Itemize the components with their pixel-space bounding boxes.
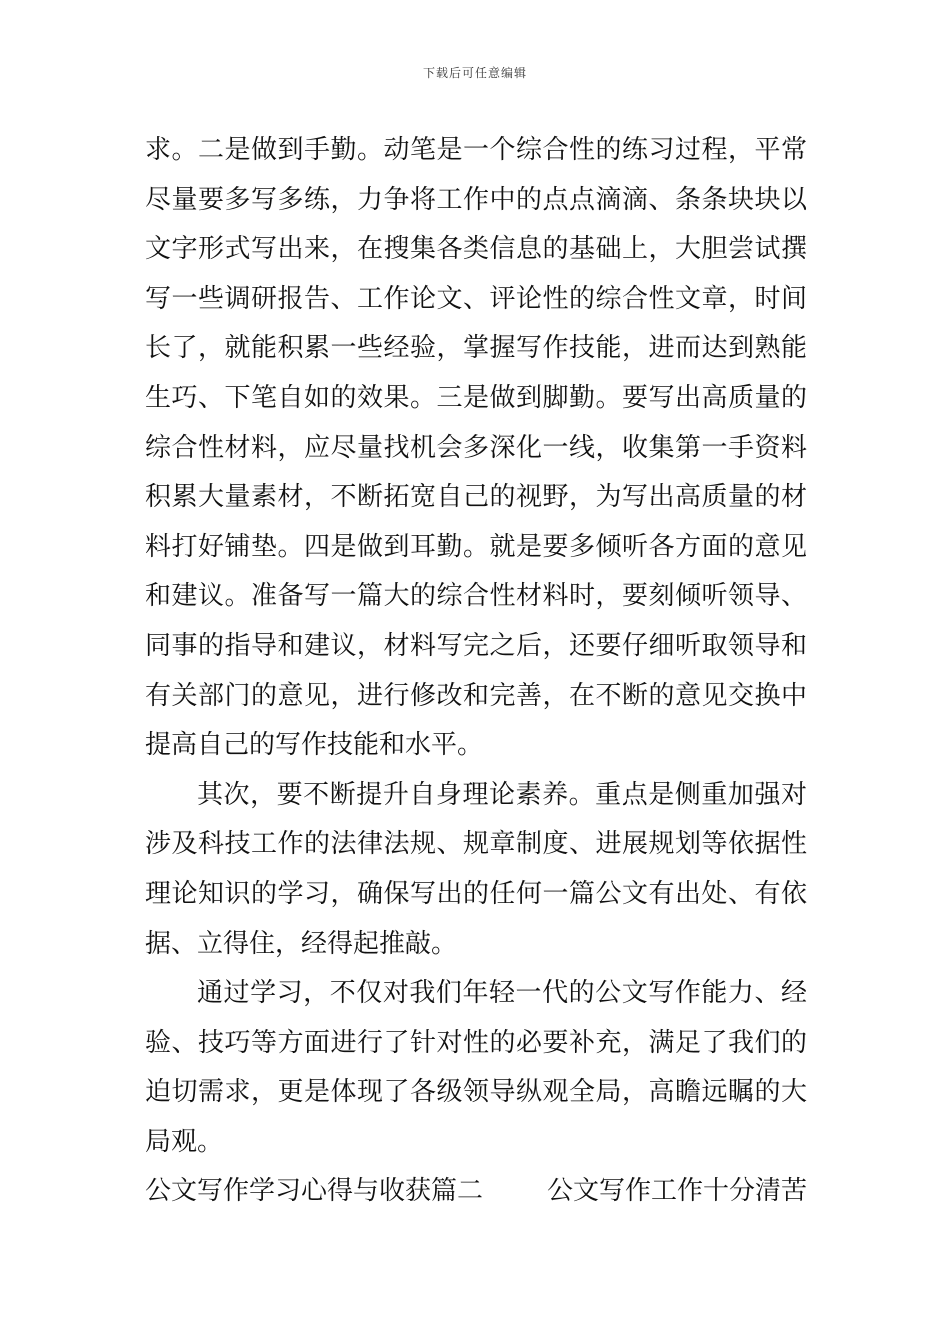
- section-continuation-text: 公文写作工作十分清苦: [546, 1176, 807, 1207]
- text-line: 提高自己的写作技能和水平。: [145, 730, 484, 761]
- text-line: 其次，要不断提升自身理论素养。重点是侧重加强对: [197, 779, 807, 810]
- paragraph: [145, 771, 807, 969]
- section-heading-line: [145, 1167, 807, 1217]
- text-line: 局观。: [145, 1126, 224, 1157]
- text-line: 验、技巧等方面进行了针对性的必要补充，满足了我们的: [145, 1027, 807, 1058]
- text-line: 理论知识的学习，确保写出的任何一篇公文有出处、有依: [145, 878, 807, 909]
- document-body: [145, 126, 807, 1217]
- text-line: 写一些调研报告、工作论文、评论性的综合性文章，时间: [145, 283, 807, 314]
- text-line: 和建议。准备写一篇大的综合性材料时，要刻倾听领导、: [145, 581, 807, 612]
- text-line: 有关部门的意见，进行修改和完善，在不断的意见交换中: [145, 680, 807, 711]
- text-line: 料打好铺垫。四是做到耳勤。就是要多倾听各方面的意见: [145, 531, 807, 562]
- text-line: 积累大量素材，不断拓宽自己的视野，为写出高质量的材: [145, 482, 807, 513]
- text-line: 文字形式写出来，在搜集各类信息的基础上，大胆尝试撰: [145, 234, 807, 265]
- text-line: 生巧、下笔自如的效果。三是做到脚勤。要写出高质量的: [145, 382, 807, 413]
- text-line: 尽量要多写多练，力争将工作中的点点滴滴、条条块块以: [145, 184, 807, 215]
- text-line: 长了，就能积累一些经验，掌握写作技能，进而达到熟能: [145, 333, 807, 364]
- text-line: 迫切需求，更是体现了各级领导纵观全局，高瞻远瞩的大: [145, 1077, 807, 1108]
- text-line: 通过学习，不仅对我们年轻一代的公文写作能力、经: [197, 978, 807, 1009]
- paragraph: [145, 126, 807, 771]
- text-line: 同事的指导和建议，材料写完之后，还要仔细听取领导和: [145, 630, 807, 661]
- text-line: 涉及科技工作的法律法规、规章制度、进展规划等依据性: [145, 829, 807, 860]
- paragraph: [145, 969, 807, 1167]
- text-line: 综合性材料，应尽量找机会多深化一线，收集第一手资料: [145, 432, 807, 463]
- section-title: 公文写作学习心得与收获篇二: [145, 1176, 484, 1207]
- text-line: 据、立得住，经得起推敲。: [145, 928, 458, 959]
- text-line: 求。二是做到手勤。动笔是一个综合性的练习过程，平常: [145, 135, 807, 165]
- page-header: 下载后可任意编辑: [422, 66, 527, 80]
